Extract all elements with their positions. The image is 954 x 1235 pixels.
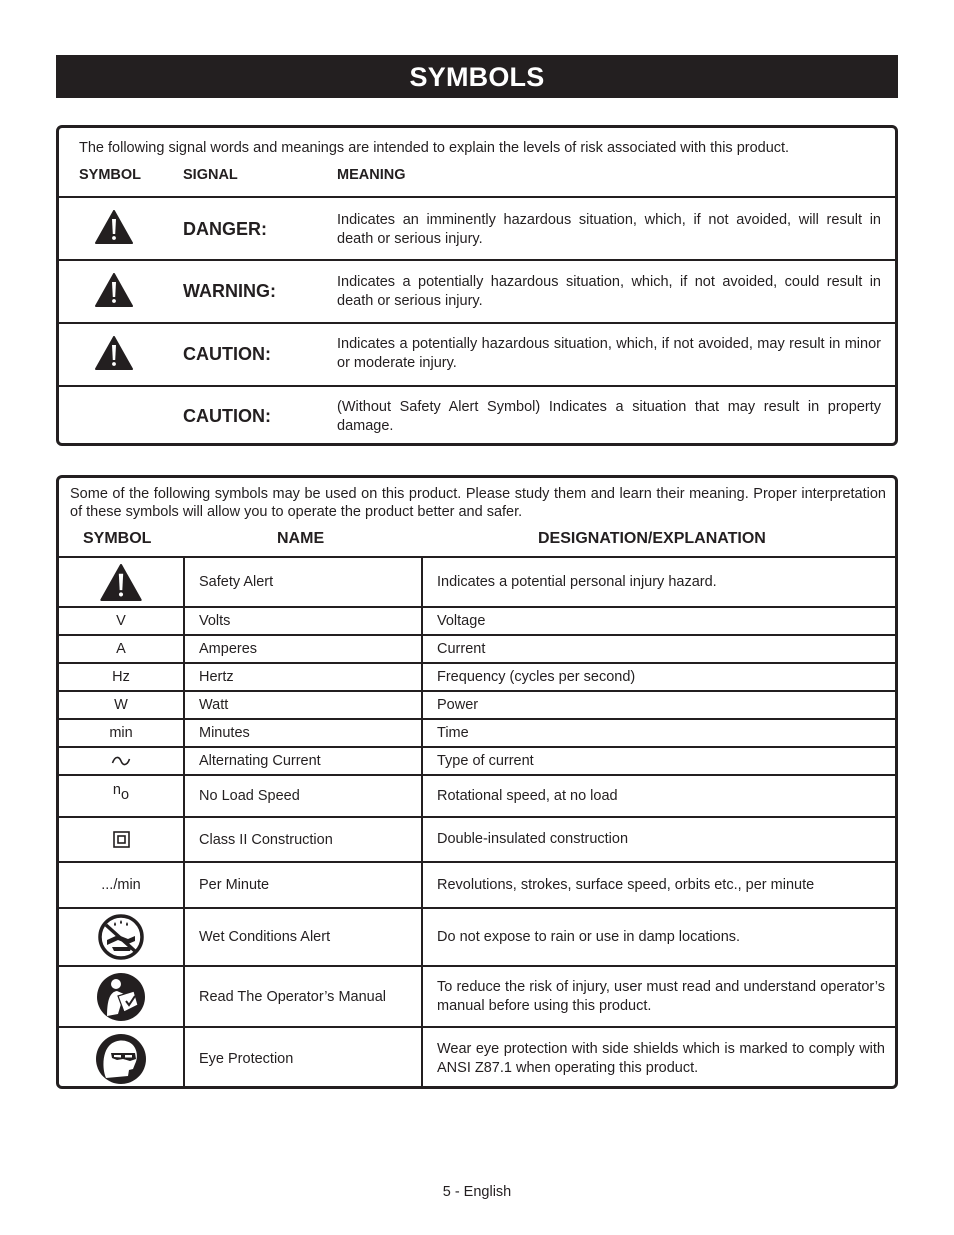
alternating-current-icon xyxy=(111,755,131,767)
safety-alert-icon xyxy=(100,564,142,601)
signal-word: CAUTION: xyxy=(183,344,271,364)
designation-text: Time xyxy=(437,724,469,741)
name-cell: Alternating Current xyxy=(183,748,421,774)
designation-cell xyxy=(421,720,895,746)
designation-text: Power xyxy=(437,696,479,713)
table-row xyxy=(59,965,895,1026)
name-cell: Safety Alert xyxy=(183,558,421,606)
table-row xyxy=(59,816,895,861)
signal-word: DANGER: xyxy=(183,219,267,239)
signal-meaning: Indicates a potentially hazardous situation, which, if not avoided, could result in death or serious injury. xyxy=(337,274,881,309)
table-row xyxy=(59,861,895,907)
symbol-cell: min xyxy=(109,725,133,741)
name-cell: Wet Conditions Alert xyxy=(183,909,421,965)
signal-header-signal: SIGNAL xyxy=(183,167,238,183)
signal-row-danger xyxy=(59,196,895,259)
signal-words-box xyxy=(56,125,898,446)
symbol-cell: W xyxy=(114,697,128,713)
symbol-cell xyxy=(59,909,183,965)
no-load-symbol: n xyxy=(112,782,121,798)
table-row xyxy=(59,1026,895,1089)
designation-cell xyxy=(421,664,895,690)
designation-text: Type of current xyxy=(437,752,534,769)
name-cell: Read The Operator’s Manual xyxy=(183,967,421,1026)
symbol-cell xyxy=(59,818,183,861)
symbol-cell xyxy=(59,1028,183,1089)
page-footer: 5 - English xyxy=(442,1184,512,1200)
name-cell: Watt xyxy=(183,692,421,718)
designation-cell xyxy=(421,692,895,718)
designation-cell xyxy=(421,608,895,634)
designation-cell xyxy=(421,863,895,907)
designation-cell xyxy=(421,1028,895,1089)
table-row xyxy=(59,556,895,606)
designation-cell xyxy=(421,967,895,1026)
name-cell: Per Minute xyxy=(183,863,421,907)
designation-text: Rotational speed, at no load xyxy=(437,787,618,804)
page-title: SYMBOLS xyxy=(56,55,898,98)
designation-cell xyxy=(421,748,895,774)
name-cell: No Load Speed xyxy=(183,776,421,816)
table-row xyxy=(59,718,895,746)
table-row xyxy=(59,907,895,965)
designation-cell xyxy=(421,776,895,816)
designation-text: Revolutions, strokes, surface speed, orbits etc., per minute xyxy=(437,876,815,893)
symbols-header-designation: DESIGNATION/EXPLANATION xyxy=(538,530,766,547)
table-row xyxy=(59,634,895,662)
name-cell: Minutes xyxy=(183,720,421,746)
table-row xyxy=(59,690,895,718)
name-cell: Hertz xyxy=(183,664,421,690)
signal-meaning: (Without Safety Alert Symbol) Indicates a situation that may result in property damage. xyxy=(337,399,881,434)
symbol-cell: V xyxy=(116,613,126,629)
signal-header-meaning: MEANING xyxy=(337,167,406,183)
symbol-cell xyxy=(59,558,183,606)
designation-text: Double-insulated construction xyxy=(437,831,629,848)
symbols-header-symbol: SYMBOL xyxy=(83,530,152,547)
designation-cell xyxy=(421,636,895,662)
warning-triangle-icon xyxy=(95,210,133,244)
wet-conditions-alert-icon xyxy=(98,914,144,960)
designation-text: Wear eye protection with side shields which is marked to comply with ANSI Z87.1 when operating this product. xyxy=(437,1041,885,1076)
symbol-cell xyxy=(59,776,183,816)
signal-meaning: Indicates a potentially hazardous situation, which, if not avoided, may result in minor or moderate injury. xyxy=(337,336,881,371)
signal-word: WARNING: xyxy=(183,281,276,301)
designation-text: Indicates a potential personal injury hazard. xyxy=(437,573,717,590)
eye-protection-icon xyxy=(95,1033,147,1085)
no-load-subscript: o xyxy=(121,787,130,803)
symbol-cell xyxy=(59,748,183,774)
table-row xyxy=(59,774,895,816)
name-cell: Volts xyxy=(183,608,421,634)
symbols-header-name: NAME xyxy=(277,530,325,547)
signal-intro: The following signal words and meanings are intended to explain the levels of risk associated with this product. xyxy=(79,140,790,156)
signal-row-warning xyxy=(59,259,895,322)
signal-meaning: Indicates an imminently hazardous situation, which, if not avoided, will result in death or serious injury. xyxy=(337,212,881,247)
name-cell: Class II Construction xyxy=(183,818,421,861)
name-cell: Amperes xyxy=(183,636,421,662)
designation-text: To reduce the risk of injury, user must read and understand operator’s manual before using this product. xyxy=(437,979,885,1014)
signal-header-symbol: SYMBOL xyxy=(79,167,142,183)
name-cell: Eye Protection xyxy=(183,1028,421,1089)
warning-triangle-icon xyxy=(95,336,133,370)
symbol-cell xyxy=(59,967,183,1026)
symbol-cell: .../min xyxy=(101,877,141,893)
designation-cell xyxy=(421,818,895,861)
read-manual-icon xyxy=(96,972,146,1022)
symbols-table xyxy=(56,475,898,1089)
symbol-cell: Hz xyxy=(112,669,130,685)
symbol-cell: A xyxy=(116,641,126,657)
class-ii-construction-icon xyxy=(113,831,130,848)
designation-text: Frequency (cycles per second) xyxy=(437,668,636,685)
warning-triangle-icon xyxy=(95,273,133,307)
designation-cell xyxy=(421,909,895,965)
symbols-intro: Some of the following symbols may be used on this product. Please study them and learn their meaning. Proper interpretation of these symbols will allow you to operate the product better and safer. xyxy=(70,486,886,520)
table-row xyxy=(59,606,895,634)
designation-text: Do not expose to rain or use in damp locations. xyxy=(437,928,741,945)
signal-word: CAUTION: xyxy=(183,406,271,426)
table-row xyxy=(59,746,895,774)
designation-cell xyxy=(421,558,895,606)
signal-row-caution xyxy=(59,322,895,385)
signal-row-caution-property xyxy=(59,385,895,446)
table-row xyxy=(59,662,895,690)
designation-text: Current xyxy=(437,640,486,657)
designation-text: Voltage xyxy=(437,612,486,629)
